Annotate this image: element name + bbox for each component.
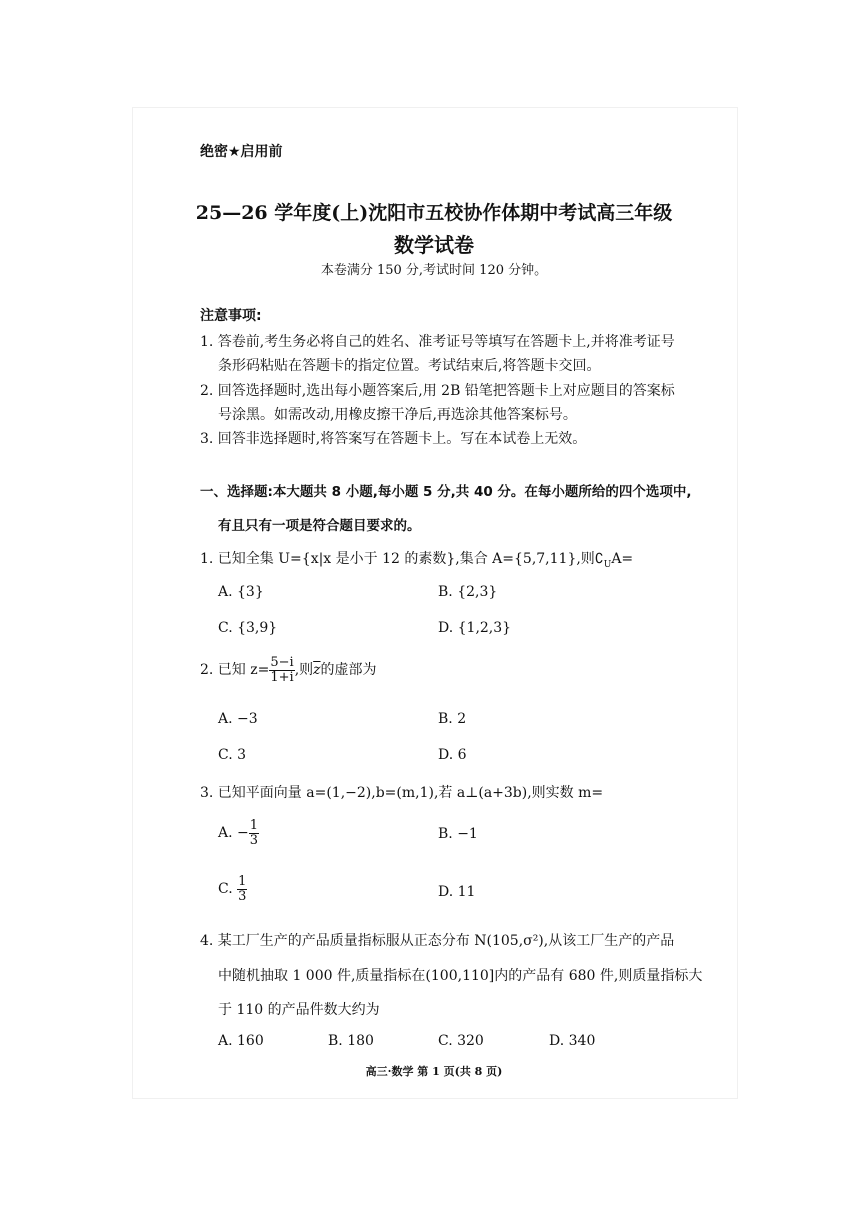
question-4-stem-line-3: 于 110 的产品件数大约为 [218,1002,380,1018]
question-4-stem-line-1: 4. 某工厂生产的产品质量指标服从正态分布 N(105,σ²),从该工厂生产的产品 [200,933,675,949]
exam-info: 本卷满分 150 分,考试时间 120 分钟。 [320,263,548,278]
fraction: $\frac{5-i}{1+i}$ [270,655,294,685]
question-3-option-c: C. $\frac{1}{3}$ [218,874,247,904]
question-3-option-b: B. −1 [438,826,478,842]
confidential-label: 绝密★启用前 [200,144,283,160]
note-item-1: 1. 答卷前,考生务必将自己的姓名、准考证号等填写在答题卡上,并将准考证号 [200,334,675,350]
question-3-option-a: A. − $\frac{1}{3}$ [218,818,259,848]
question-1-stem: 1. 已知全集 U={x|x 是小于 12 的素数},集合 A={5,7,11},则$∁_UA=$ [200,551,634,570]
question-2-option-b: B. 2 [438,711,467,727]
section-heading-cont: 有且只有一项是符合题目要求的。 [218,518,421,534]
section-heading: 一、选择题:本大题共 8 小题,每小题 5 分,共 40 分。在每小题所给的四个选项中, [200,484,692,500]
question-1-option-c: C. {3,9} [218,620,278,636]
question-2-stem: 2. 已知 z= $\frac{5-i}{1+i}$ ,则$\overline{z}$的虚部为 [200,655,377,685]
question-1-option-a: A. {3} [218,584,264,600]
notes-heading: 注意事项: [200,308,262,324]
note-item-1-cont: 条形码粘贴在答题卡的指定位置。考试结束后,将答题卡交回。 [218,358,601,374]
question-2-option-a: A. −3 [218,711,258,727]
note-item-3: 3. 回答非选择题时,将答案写在答题卡上。写在本试卷上无效。 [200,431,587,447]
question-4-stem-line-2: 中随机抽取 1 000 件,质量指标在(100,110]内的产品有 680 件,则质量指标大 [218,968,703,984]
note-item-2-cont: 号涂黑。如需改动,用橡皮擦干净后,再选涂其他答案标号。 [218,407,577,423]
question-1-option-d: D. {1,2,3} [438,620,512,636]
exam-title: 25—26 学年度(上)沈阳市五校协作体期中考试高三年级 [195,202,673,224]
exam-subject-title: 数学试卷 [394,233,474,257]
question-3-stem: 3. 已知平面向量 a=(1,−2),b=(m,1),若 a⊥(a+3b),则实数 m= [200,785,604,801]
page-footer: 高三·数学 第 1 页(共 8 页) [365,1065,503,1078]
note-item-2: 2. 回答选择题时,选出每小题答案后,用 2B 铅笔把答题卡上对应题目的答案标 [200,383,675,399]
question-4-option-c: C. 320 [438,1033,484,1049]
question-4-option-b: B. 180 [328,1033,374,1049]
question-2-option-d: D. 6 [438,747,467,763]
question-4-option-a: A. 160 [218,1033,264,1049]
question-4-option-d: D. 340 [549,1033,596,1049]
question-3-option-d: D. 11 [438,884,476,900]
question-1-option-b: B. {2,3} [438,584,498,600]
question-2-option-c: C. 3 [218,747,247,763]
